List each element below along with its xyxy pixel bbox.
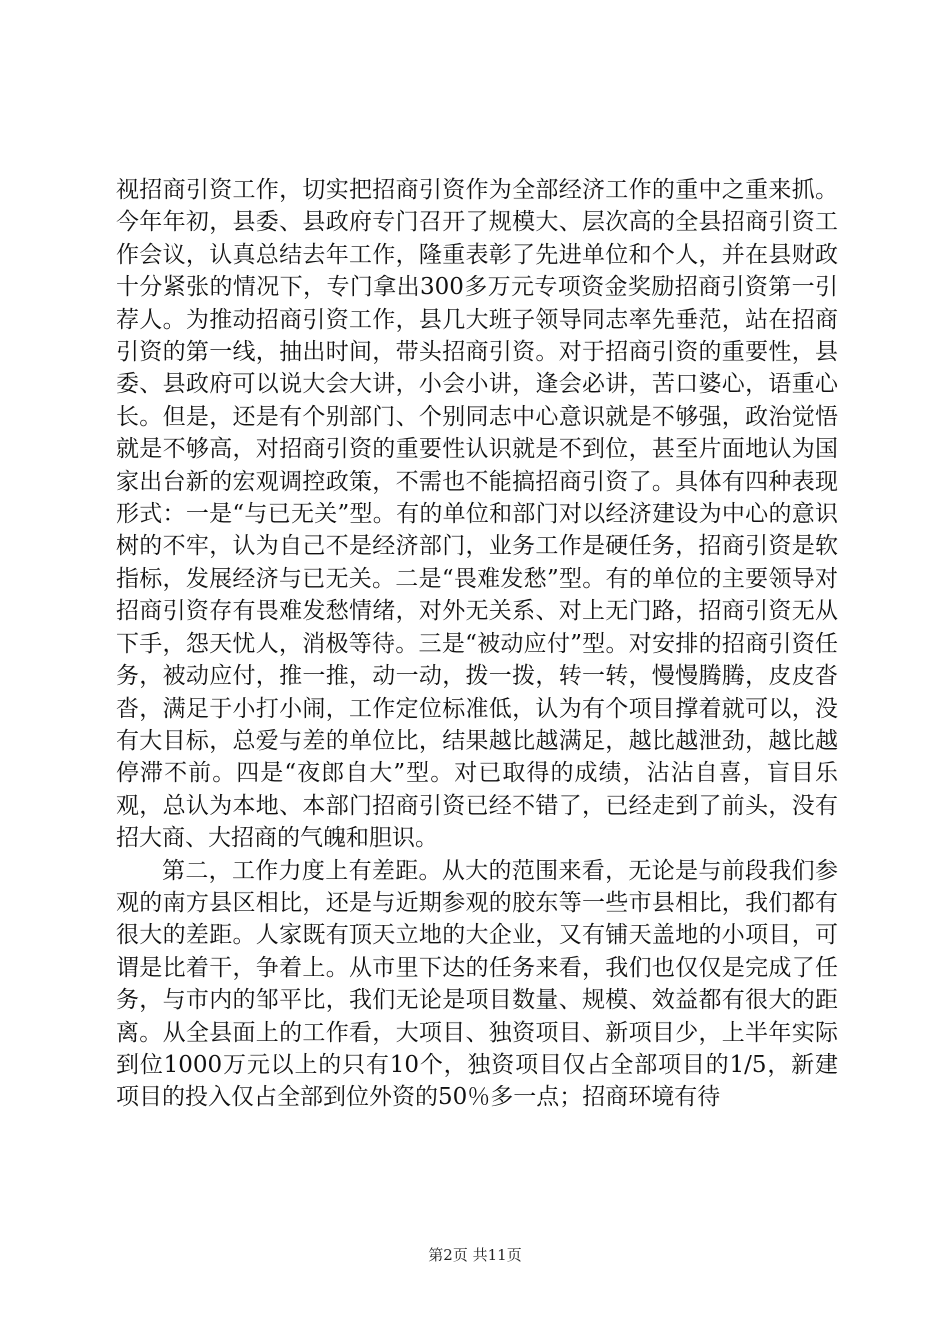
page-footer: 第2页 共11页	[428, 1246, 522, 1264]
paragraph-2: 第二，工作力度上有差距。从大的范围来看，无论是与前段我们参观的南方县区相比，还是与近期参观的胶东等一些市县相比，我们都有很大的差距。人家既有顶天立地的大企业，又有铺天盖地的小项目，可谓是比着干，争着上。从市里下达的任务来看，我们也仅仅是完成了任务，与市内的邹平比，我们无论是项目数量、规模、效益都有很大的距离。从全县面上的工作看，大项目、独资项目、新项目少，上半年实际到位1000万元以上的只有10个，独资项目仅占全部项目的1/5，新建项目的投入仅占全部到位外资的50％多一点；招商环境有待	[116, 857, 838, 1111]
paragraph-1: 视招商引资工作，切实把招商引资作为全部经济工作的重中之重来抓。今年年初，县委、县政府专门召开了规模大、层次高的全县招商引资工作会议，认真总结去年工作，隆重表彰了先进单位和个人，并在县财政十分紧张的情况下，专门拿出300多万元专项资金奖励招商引资第一引荐人。为推动招商引资工作，县几大班子领导同志率先垂范，站在招商引资的第一线，抽出时间，带头招商引资。对于招商引资的重要性，县委、县政府可以说大会大讲，小会小讲，逢会必讲，苦口婆心，语重心长。但是，还是有个别部门、个别同志中心意识就是不够强，政治觉悟就是不够高，对招商引资的重要性认识就是不到位，甚至片面地认为国家出台新的宏观调控政策，不需也不能搞招商引资了。具体有四种表现形式：一是“与已无关”型。有的单位和部门对以经济建设为中心的意识树的不牢，认为自己不是经济部门，业务工作是硬任务，招商引资是软指标，发展经济与已无关。二是“畏难发愁”型。有的单位的主要领导对招商引资存有畏难发愁情绪，对外无关系、对上无门路，招商引资无从下手，怨天忧人，消极等待。三是“被动应付”型。对安排的招商引资任务，被动应付，推一推，动一动，拨一拨，转一转，慢慢腾腾，皮皮沓沓，满足于小打小闹，工作定位标准低，认为有个项目撑着就可以，没有大目标，总爱与差的单位比，结果越比越满足，越比越泄劲，越比越停滞不前。四是“夜郎自大”型。对已取得的成绩，沾沾自喜，盲目乐观，总认为本地、本部门招商引资已经不错了，已经走到了前头，没有招大商、大招商的气魄和胆识。	[116, 177, 838, 852]
document-body	[116, 174, 838, 1114]
